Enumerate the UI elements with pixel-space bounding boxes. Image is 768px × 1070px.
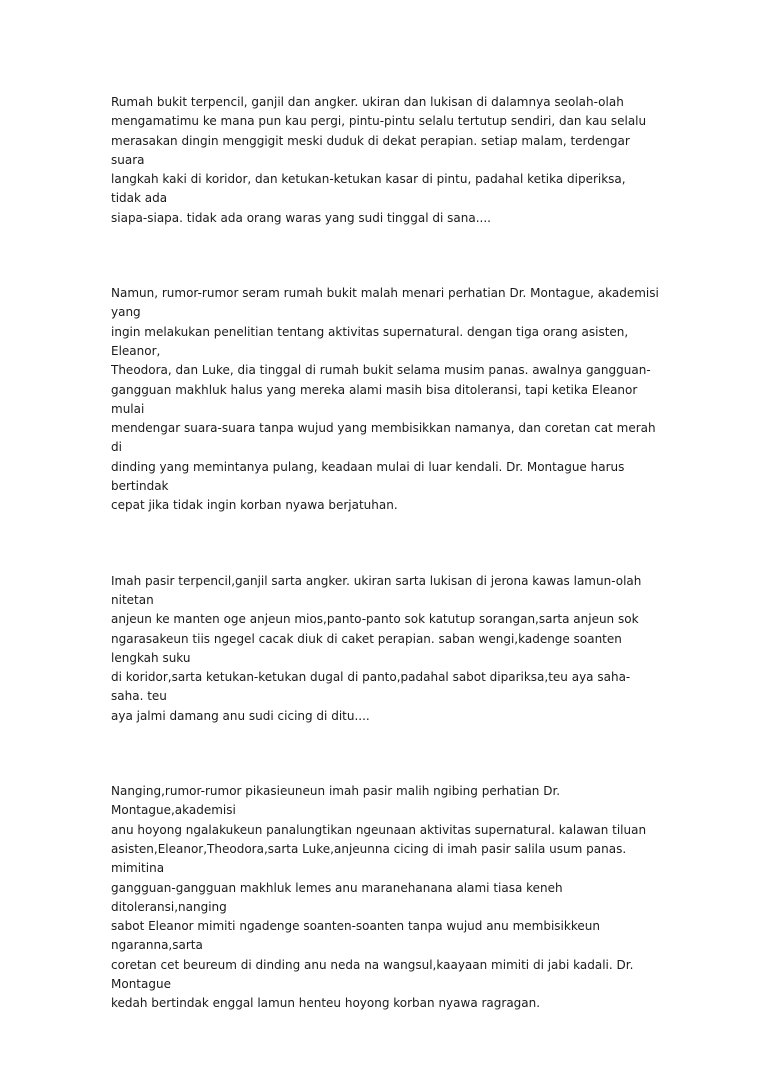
paragraph-3: Imah pasir terpencil,ganjil sarta angker. ukiran sarta lukisan di jerona kawas lamun-olah nitetan anjeun ke manten oge anjeun mios,panto-panto sok katutup sorangan,sarta anjeun sok ngarasakeun tiis ngegel cacak diuk di caket perapian. saban wengi,kadenge soanten lengkah suku di koridor,sarta ketukan-ketukan dugal di panto,padahal sabot dipariksa,teu aya saha-saha. teu aya jalmi damang anu sudi cicing di ditu.... <box>111 573 642 723</box>
document-body <box>111 93 659 1070</box>
paragraph-4: Nanging,rumor-rumor pikasieuneun imah pasir malih ngibing perhatian Dr. Montague,akademisi anu hoyong ngalakukeun panalungtikan ngeunaan aktivitas supernatural. kalawan tiluan asisten,Eleanor,Theodora,sarta Luke,anjeunna cicing di imah pasir salila usum panas. mimitina gangguan-gangguan makhluk lemes anu maranehanana alami tiasa keneh ditoleransi,nanging sabot Eleanor mimiti ngadenge soanten-soanten tanpa wujud anu membisikkeun ngaranna,sarta coretan cet beureum di dinding anu neda na wangsul,kaayaan mimiti di jabi kadali. Dr. Montague kedah bertindak enggal lamun henteu hoyong korban nyawa ragragan. <box>111 784 647 1011</box>
paragraph-2: Namun, rumor-rumor seram rumah bukit malah menari perhatian Dr. Montague, akademisi yang ingin melakukan penelitian tentang aktivitas supernatural. dengan tiga orang asisten, Eleanor, Theodora, dan Luke, dia tinggal di rumah bukit selama musim panas. awalnya gangguan- gangguan makhluk halus yang mereka alami masih bisa ditoleransi, tapi ketika Eleanor mulai mendengar suara-suara tanpa wujud yang membisikkan namanya, dan coretan cat merah di dinding yang memintanya pulang, keadaan mulai di luar kendali. Dr. Montague harus bertindak cepat jika tidak ingin korban nyawa berjatuhan. <box>111 286 659 513</box>
paragraph-1: Rumah bukit terpencil, ganjil dan angker. ukiran dan lukisan di dalamnya seolah-olah mengamatimu ke mana pun kau pergi, pintu-pintu selalu tertutup sendiri, dan kau selalu merasakan dingin menggigit meski duduk di dekat perapian. setiap malam, terdengar suara langkah kaki di koridor, dan ketukan-ketukan kasar di pintu, padahal ketika diperiksa, tidak ada siapa-siapa. tidak ada orang waras yang sudi tinggal di sana.... <box>111 95 647 225</box>
